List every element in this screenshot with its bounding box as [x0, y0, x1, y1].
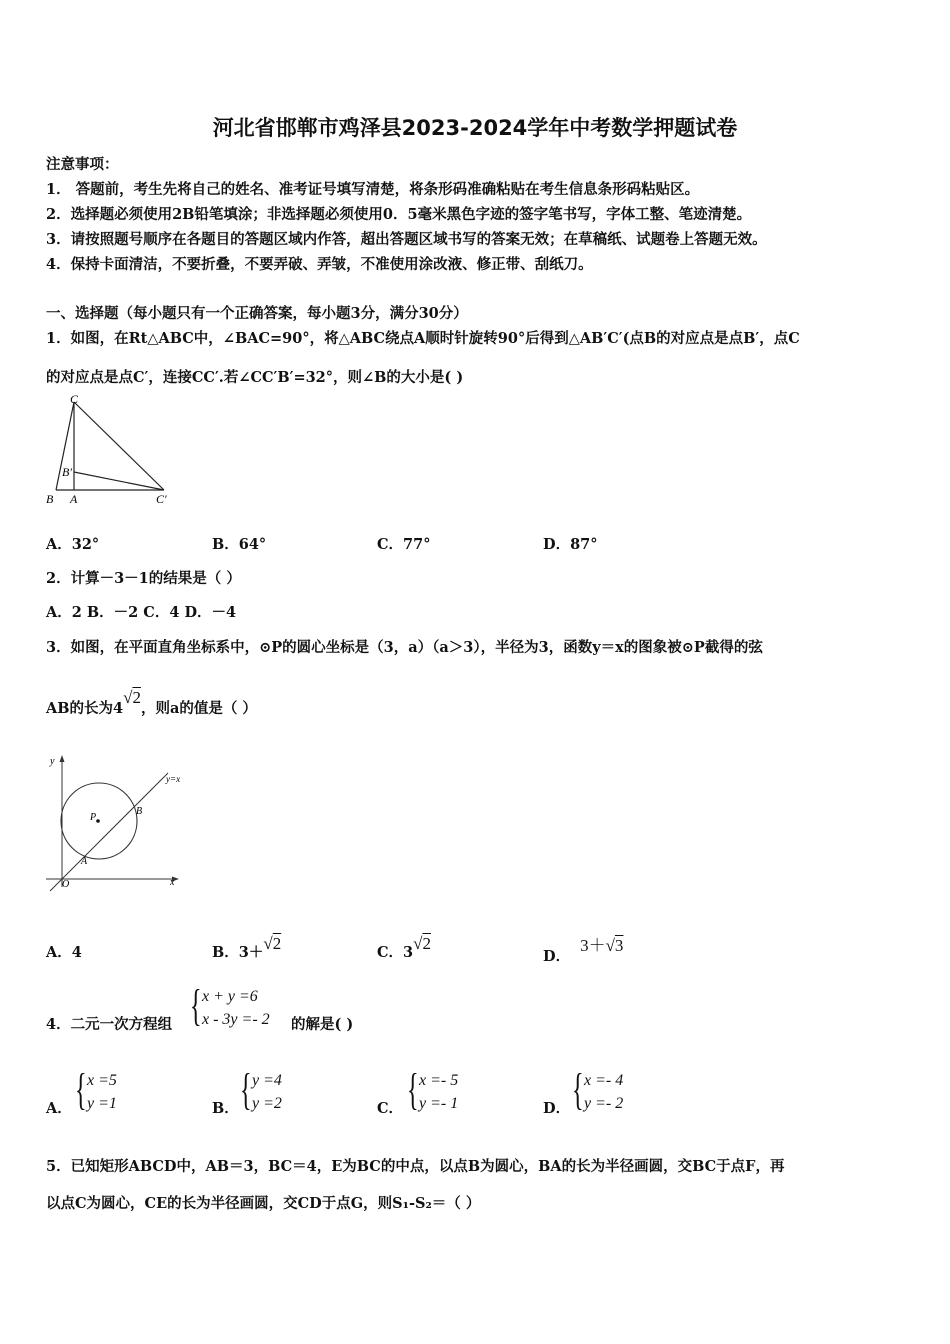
q4-option-c-system[interactable]	[407, 1065, 497, 1120]
q1-label-c1: C′	[156, 492, 167, 506]
q4-option-c-label[interactable]: C．	[377, 1100, 404, 1117]
q3-label-b: B	[136, 806, 143, 817]
q4-option-b-brace: {	[240, 1065, 252, 1114]
q3-option-b[interactable]	[212, 934, 282, 962]
q4-option-d-brace: {	[572, 1065, 584, 1114]
q4-option-a-label[interactable]: A．	[46, 1100, 72, 1117]
q1-option-b[interactable]: B．64°	[212, 536, 267, 553]
page-title: 河北省邯郸市鸡泽县2023-2024学年中考数学押题试卷	[212, 116, 738, 140]
q3-stem-line1: 3．如图，在平面直角坐标系中，⊙P的圆心坐标是（3，a）（a＞3），半径为3，函数y＝x的图象被⊙P截得的弦	[46, 639, 763, 656]
q1-label-c: C	[70, 392, 79, 406]
notes-heading: 注意事项：	[46, 156, 119, 173]
q4-option-a-eq1: x =5	[87, 1072, 117, 1089]
note-item-3: 3．请按照题号顺序在各题目的答题区域内作答，超出答题区域书写的答案无效；在草稿纸、试题卷上答题无效。	[46, 231, 767, 248]
note-item-2: 2．选择题必须使用2B铅笔填涂；非选择题必须使用0．5毫米黑色字迹的签字笔书写，字体工整、笔迹清楚。	[46, 206, 752, 223]
q4-option-a-brace: {	[75, 1065, 87, 1114]
q4-option-b-system[interactable]	[240, 1065, 320, 1120]
q3-label-yx: y=x	[166, 774, 181, 784]
q4-option-a-system[interactable]	[75, 1065, 155, 1120]
q3-option-b-sqrt: √2	[263, 934, 282, 953]
q4-option-b-eq2: y =2	[252, 1095, 282, 1112]
q3-label-o: O	[62, 879, 70, 890]
q4-option-b-eq1: y =4	[252, 1072, 282, 1089]
q4-stem-pre: 4．二元一次方程组	[46, 1016, 173, 1033]
q3-option-b-radicand: 2	[272, 934, 282, 953]
q3-label-x: x	[170, 877, 175, 888]
q1-label-b1: B′	[62, 465, 72, 479]
q3-option-d-math: 3＋√3	[580, 936, 624, 955]
q3-sqrt-radicand: 2	[132, 688, 141, 707]
q3-y-arrow	[60, 755, 65, 762]
q3-stem-line2	[46, 688, 257, 718]
q3-option-c-radicand: 2	[422, 934, 431, 953]
q3-option-c-sqrt: √2	[413, 934, 431, 953]
q4-option-d-eq1: x =- 4	[584, 1072, 624, 1089]
q1-option-c[interactable]: C．77°	[377, 536, 431, 553]
q3-option-b-pre: B．3＋	[212, 944, 264, 961]
q4-option-d-eq2: y =- 2	[584, 1095, 624, 1112]
q3-stem-line2-pre: AB的长为4	[46, 700, 124, 717]
q3-stem-line2-post: ，则a的值是（ ）	[140, 700, 257, 717]
q3-option-d-radicand: 3	[614, 936, 624, 955]
q3-label-p: P	[90, 812, 97, 823]
q3-option-d[interactable]	[543, 936, 624, 966]
q4-option-b-label[interactable]: B．	[212, 1100, 239, 1117]
q4-option-d-system[interactable]	[572, 1065, 662, 1120]
q1-label-a: A	[70, 492, 78, 506]
q4-option-a-eq2: y =1	[87, 1095, 117, 1112]
q5-stem-line1: 5．已知矩形ABCD中，AB＝3，BC＝4，E为BC的中点，以点B为圆心，BA的长为半径画圆，交BC于点F，再	[46, 1158, 785, 1175]
q5-stem-line2: 以点C为圆心，CE的长为半径画圆，交CD于点G，则S₁-S₂＝（ ）	[46, 1195, 481, 1212]
q1-option-d[interactable]: D．87°	[543, 536, 598, 553]
q3-label-y: y	[50, 756, 55, 767]
q4-equation-system	[190, 981, 290, 1036]
note-item-1: 1． 答题前，考生先将自己的姓名、准考证号填写清楚，将条形码准确粘贴在考生信息条形码粘贴区。	[46, 181, 700, 198]
q1-line-b1c1	[74, 472, 164, 490]
q4-option-c-eq1: x =- 5	[419, 1072, 459, 1089]
q3-option-d-pre: D．	[543, 948, 571, 965]
q3-line-yx	[50, 773, 168, 891]
q1-figure	[44, 392, 179, 510]
q3-option-d-plus: 3＋	[580, 936, 606, 955]
q3-figure	[40, 752, 185, 892]
q3-label-a: A	[81, 856, 88, 867]
q3-option-c[interactable]	[377, 934, 431, 962]
note-item-4: 4．保持卡面清洁，不要折叠，不要弄破、弄皱，不准使用涂改液、修正带、刮纸刀。	[46, 256, 593, 273]
section-heading: 一、选择题（每小题只有一个正确答案，每小题3分，满分30分）	[46, 305, 468, 322]
q3-option-c-pre: C．3	[377, 944, 414, 961]
q1-option-a[interactable]: A．32°	[46, 536, 100, 553]
q2-options[interactable]: A．2 B．－2 C．4 D．－4	[46, 604, 237, 621]
q1-line-cc1	[74, 402, 164, 490]
q4-eq2: x - 3y =- 2	[202, 1011, 270, 1028]
q1-stem-line1: 1．如图，在Rt△ABC中，∠BAC=90°，将△ABC绕点A顺时针旋转90°后得到△AB′C′(点B的对应点是点B′，点C	[46, 330, 800, 347]
q1-label-b: B	[46, 492, 54, 506]
q3-option-a[interactable]: A．4	[46, 944, 82, 961]
q4-stem-post: 的解是( )	[291, 1016, 354, 1033]
q4-option-c-eq2: y =- 1	[419, 1095, 459, 1112]
q3-sqrt: √2	[123, 688, 141, 707]
q1-stem-line2: 的对应点是点C′，连接CC′.若∠CC′B′=32°，则∠B的大小是( )	[46, 369, 464, 386]
q4-brace: {	[190, 981, 202, 1030]
q4-eq1: x + y =6	[202, 988, 258, 1005]
q3-center-p	[96, 819, 100, 823]
q4-option-c-brace: {	[407, 1065, 419, 1114]
q4-option-d-label[interactable]: D．	[543, 1100, 571, 1117]
q2-stem: 2．计算－3－1的结果是（ ）	[46, 570, 241, 587]
